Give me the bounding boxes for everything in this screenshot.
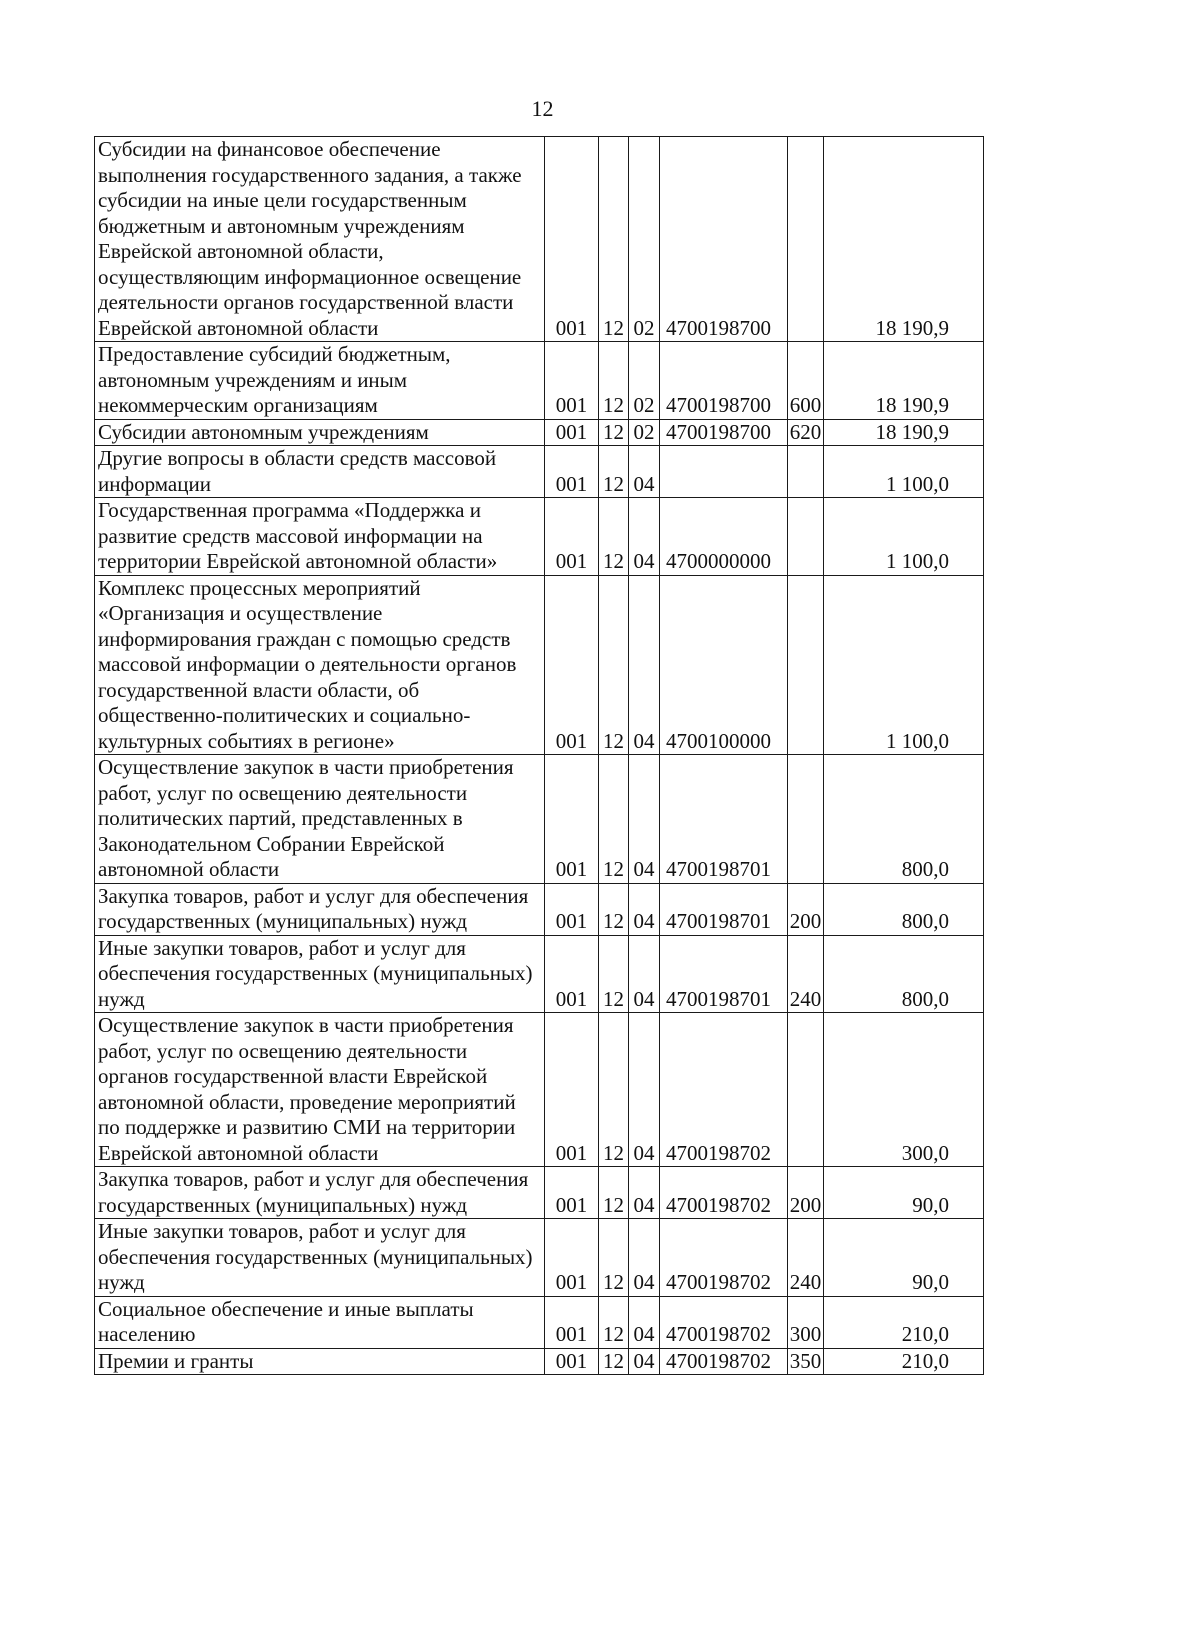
section-code-cell: 12 [599, 342, 629, 420]
target-article-cell: 4700198702 [660, 1296, 788, 1348]
amount-cell: 800,0 [824, 755, 984, 884]
section-code-cell: 12 [599, 419, 629, 446]
table-row [95, 755, 984, 884]
expense-name-cell: Государственная программа «Поддержка и развитие средств массовой информации на территории Еврейской автономной области» [95, 498, 545, 576]
expense-type-cell [788, 498, 824, 576]
expense-name-cell: Осуществление закупок в части приобретения работ, услуг по освещению деятельности органов государственной власти Еврейской автономной области, проведение мероприятий по поддержке и развитию СМИ на территории Еврейской автономной области [95, 1013, 545, 1167]
page-number: 12 [531, 96, 554, 121]
expense-type-cell: 620 [788, 419, 824, 446]
expense-type-cell: 240 [788, 935, 824, 1013]
amount-cell: 800,0 [824, 935, 984, 1013]
section-code-cell: 12 [599, 1167, 629, 1219]
target-article-cell: 4700198700 [660, 137, 788, 342]
section-code-cell: 12 [599, 883, 629, 935]
department-code-cell: 001 [545, 1348, 599, 1375]
expense-name-cell: Социальное обеспечение и иные выплаты населению [95, 1296, 545, 1348]
table-row [95, 1219, 984, 1297]
department-code-cell: 001 [545, 1013, 599, 1167]
department-code-cell: 001 [545, 342, 599, 420]
table-row [95, 1013, 984, 1167]
section-code-cell: 12 [599, 755, 629, 884]
table-row [95, 883, 984, 935]
table-row [95, 342, 984, 420]
expense-type-cell [788, 755, 824, 884]
amount-cell: 1 100,0 [824, 498, 984, 576]
section-code-cell: 12 [599, 1013, 629, 1167]
subsection-code-cell: 04 [629, 1167, 660, 1219]
expense-name-cell: Предоставление субсидий бюджетным, автономным учреждениям и иным некоммерческим организациям [95, 342, 545, 420]
expense-type-cell [788, 1013, 824, 1167]
section-code-cell: 12 [599, 498, 629, 576]
amount-cell: 18 190,9 [824, 342, 984, 420]
expense-type-cell: 240 [788, 1219, 824, 1297]
department-code-cell: 001 [545, 935, 599, 1013]
subsection-code-cell: 04 [629, 1013, 660, 1167]
subsection-code-cell: 02 [629, 137, 660, 342]
section-code-cell: 12 [599, 137, 629, 342]
amount-cell: 90,0 [824, 1167, 984, 1219]
expense-name-cell: Другие вопросы в области средств массовой информации [95, 446, 545, 498]
expense-type-cell [788, 137, 824, 342]
expense-name-cell: Субсидии на финансовое обеспечение выполнения государственного задания, а также субсидии на иные цели государственным бюджетным и автономным учреждениям Еврейской автономной области, осуществляющим информационное освещение деятельности органов государственной власти Еврейской автономной области [95, 137, 545, 342]
target-article-cell: 4700198701 [660, 883, 788, 935]
section-code-cell: 12 [599, 1219, 629, 1297]
section-code-cell: 12 [599, 1348, 629, 1375]
department-code-cell: 001 [545, 1167, 599, 1219]
subsection-code-cell: 04 [629, 883, 660, 935]
target-article-cell: 4700198702 [660, 1013, 788, 1167]
table-row [95, 575, 984, 755]
expense-name-cell: Субсидии автономным учреждениям [95, 419, 545, 446]
expense-name-cell: Премии и гранты [95, 1348, 545, 1375]
expense-name-cell: Осуществление закупок в части приобретения работ, услуг по освещению деятельности политических партий, представленных в Законодательном Собрании Еврейской автономной области [95, 755, 545, 884]
section-code-cell: 12 [599, 575, 629, 755]
target-article-cell: 4700198701 [660, 935, 788, 1013]
department-code-cell: 001 [545, 755, 599, 884]
table-row [95, 498, 984, 576]
expense-name-cell: Комплекс процессных мероприятий «Организация и осуществление информирования граждан с помощью средств массовой информации о деятельности органов государственной власти области, об общественно-политических и социально-культурных событиях в регионе» [95, 575, 545, 755]
table-body [95, 137, 984, 1375]
subsection-code-cell: 04 [629, 1296, 660, 1348]
department-code-cell: 001 [545, 498, 599, 576]
amount-cell: 18 190,9 [824, 419, 984, 446]
subsection-code-cell: 04 [629, 755, 660, 884]
department-code-cell: 001 [545, 1296, 599, 1348]
target-article-cell: 4700198700 [660, 342, 788, 420]
expense-type-cell: 200 [788, 1167, 824, 1219]
expense-type-cell [788, 446, 824, 498]
expense-name-cell: Закупка товаров, работ и услуг для обеспечения государственных (муниципальных) нужд [95, 1167, 545, 1219]
target-article-cell [660, 446, 788, 498]
department-code-cell: 001 [545, 575, 599, 755]
target-article-cell: 4700100000 [660, 575, 788, 755]
amount-cell: 1 100,0 [824, 446, 984, 498]
target-article-cell: 4700198702 [660, 1219, 788, 1297]
amount-cell: 18 190,9 [824, 137, 984, 342]
department-code-cell: 001 [545, 137, 599, 342]
table-row [95, 1296, 984, 1348]
table-row [95, 1167, 984, 1219]
subsection-code-cell: 02 [629, 419, 660, 446]
amount-cell: 90,0 [824, 1219, 984, 1297]
amount-cell: 210,0 [824, 1296, 984, 1348]
section-code-cell: 12 [599, 446, 629, 498]
expense-type-cell: 300 [788, 1296, 824, 1348]
expense-name-cell: Закупка товаров, работ и услуг для обеспечения государственных (муниципальных) нужд [95, 883, 545, 935]
target-article-cell: 4700198702 [660, 1348, 788, 1375]
target-article-cell: 4700198700 [660, 419, 788, 446]
amount-cell: 210,0 [824, 1348, 984, 1375]
budget-table [94, 136, 984, 1375]
department-code-cell: 001 [545, 1219, 599, 1297]
section-code-cell: 12 [599, 1296, 629, 1348]
amount-cell: 300,0 [824, 1013, 984, 1167]
department-code-cell: 001 [545, 419, 599, 446]
table-row [95, 446, 984, 498]
subsection-code-cell: 04 [629, 935, 660, 1013]
target-article-cell: 4700198702 [660, 1167, 788, 1219]
table-row [95, 419, 984, 446]
subsection-code-cell: 04 [629, 1219, 660, 1297]
department-code-cell: 001 [545, 883, 599, 935]
expense-name-cell: Иные закупки товаров, работ и услуг для обеспечения государственных (муниципальных) нужд [95, 935, 545, 1013]
subsection-code-cell: 04 [629, 1348, 660, 1375]
expense-type-cell: 600 [788, 342, 824, 420]
amount-cell: 1 100,0 [824, 575, 984, 755]
section-code-cell: 12 [599, 935, 629, 1013]
target-article-cell: 4700000000 [660, 498, 788, 576]
expense-type-cell: 200 [788, 883, 824, 935]
table-row [95, 137, 984, 342]
amount-cell: 800,0 [824, 883, 984, 935]
target-article-cell: 4700198701 [660, 755, 788, 884]
subsection-code-cell: 04 [629, 575, 660, 755]
table-row [95, 1348, 984, 1375]
expense-type-cell: 350 [788, 1348, 824, 1375]
expense-name-cell: Иные закупки товаров, работ и услуг для обеспечения государственных (муниципальных) нужд [95, 1219, 545, 1297]
subsection-code-cell: 04 [629, 498, 660, 576]
expense-type-cell [788, 575, 824, 755]
subsection-code-cell: 04 [629, 446, 660, 498]
subsection-code-cell: 02 [629, 342, 660, 420]
department-code-cell: 001 [545, 446, 599, 498]
table-row [95, 935, 984, 1013]
